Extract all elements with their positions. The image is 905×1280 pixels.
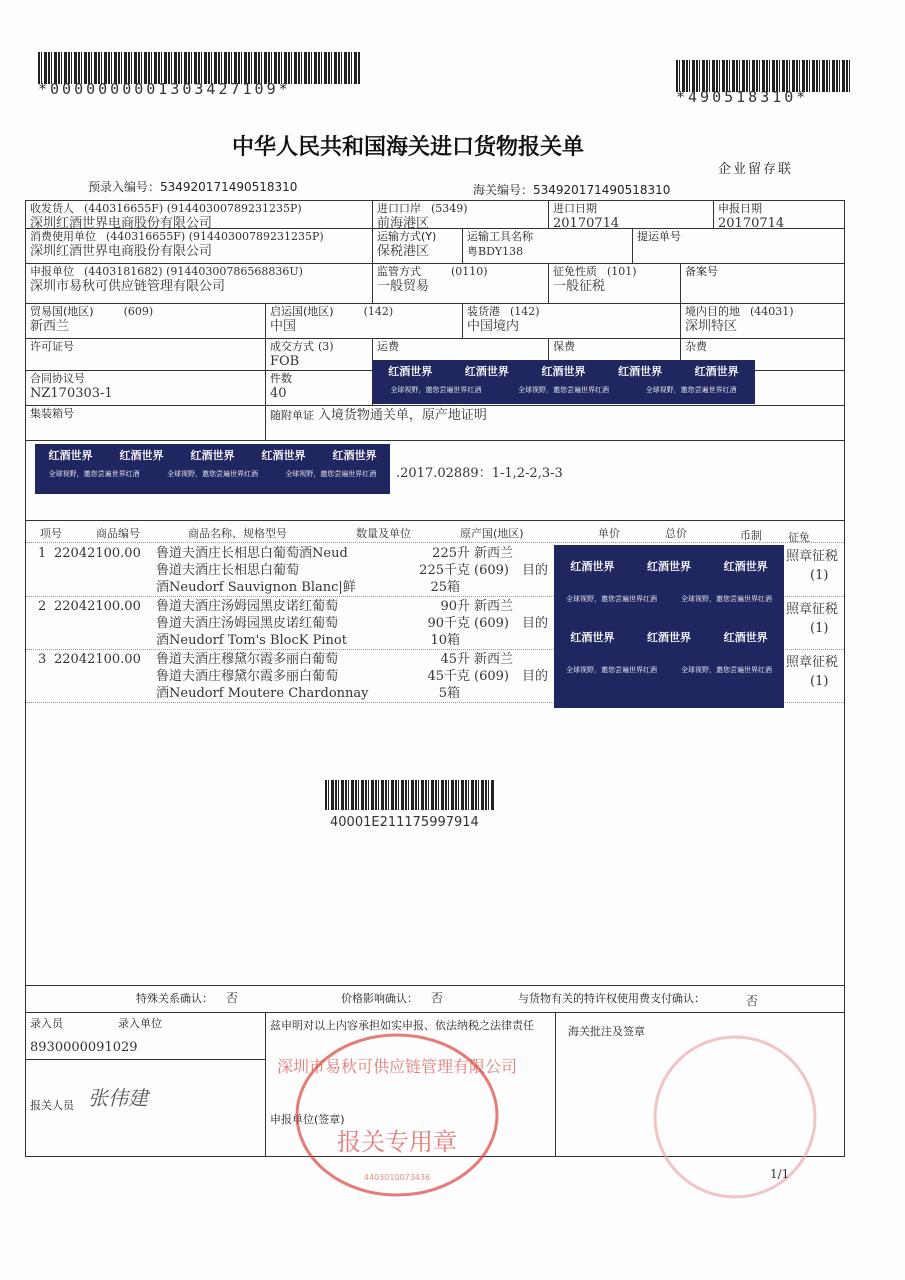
code: (3) bbox=[318, 340, 334, 353]
entry-clerk-label: 录入员 bbox=[30, 1017, 63, 1030]
label: 申报日期 bbox=[718, 202, 762, 215]
entry-number: 8930000091029 bbox=[30, 1040, 138, 1055]
value: 深圳红酒世界电商股份有限公司 bbox=[30, 244, 213, 259]
item-qty: 225千克 bbox=[419, 563, 470, 578]
barcode-bottom bbox=[325, 780, 495, 810]
label: 监管方式 bbox=[377, 265, 421, 278]
label: 收发货人 bbox=[30, 202, 74, 215]
item-qty: 90升 bbox=[440, 599, 470, 614]
deal-mode-cell bbox=[265, 338, 373, 371]
value: FOB bbox=[270, 354, 300, 369]
item-levy-code: (1) bbox=[810, 674, 829, 689]
contract-cell bbox=[25, 370, 266, 406]
code: (44031) bbox=[750, 305, 794, 318]
value: 40 bbox=[270, 386, 287, 401]
royalty-label: 与货物有关的特许权使用费支付确认： bbox=[518, 992, 705, 1005]
item-qty: 90千克 bbox=[427, 616, 470, 631]
levy-nature-cell bbox=[548, 263, 681, 304]
header-unit-price: 单价 bbox=[598, 527, 620, 540]
royalty-value: 否 bbox=[746, 994, 759, 1008]
broker-label: 报关人员 bbox=[30, 1099, 74, 1112]
watermark-banner-items: 红酒世界 红酒世界 红酒世界 全球视野，邀您尝遍世界红酒 全球视野，邀您尝遍世界红酒 红酒世界 红酒世界 红酒世界 全球视野，邀您尝遍世界红酒 全球视野，邀您尝遍世界红酒 bbox=[554, 545, 784, 708]
customs-stamp bbox=[648, 1030, 823, 1200]
code: (609) bbox=[123, 305, 154, 318]
declarant-cell bbox=[25, 263, 373, 304]
label: 提运单号 bbox=[637, 230, 681, 243]
item-no: 3 bbox=[38, 652, 47, 667]
item-qty: 5箱 bbox=[438, 686, 460, 701]
value: 一般贸易 bbox=[377, 279, 430, 294]
special-relation-label: 特殊关系确认： bbox=[136, 992, 213, 1005]
value: NZ170303-1 bbox=[30, 386, 113, 401]
preentry-number: 预录入编号：534920171490518310 bbox=[88, 180, 298, 194]
stamp-number: 4403010073436 bbox=[363, 1173, 431, 1182]
item-name-line: 酒Neudorf Sauvignon Blanc|鲜 bbox=[156, 580, 356, 595]
item-origin: 新西兰 bbox=[474, 652, 514, 667]
item-no: 1 bbox=[38, 546, 47, 561]
value: 中国境内 bbox=[467, 319, 520, 334]
declare-seal-label: 申报单位(签章) bbox=[270, 1113, 345, 1126]
customs-note-label: 海关批注及签章 bbox=[568, 1025, 645, 1038]
item-qty: 10箱 bbox=[430, 633, 460, 648]
label: 启运国(地区) bbox=[270, 305, 334, 318]
header-qty: 数量及单位 bbox=[356, 527, 411, 540]
pieces-cell bbox=[265, 370, 373, 406]
consignee-cell bbox=[25, 200, 373, 229]
port-cell bbox=[372, 200, 549, 229]
value: 一般征税 bbox=[553, 279, 606, 294]
statement-text: 兹申明对以上内容承担如实申报、依法纳税之法律责任 bbox=[270, 1019, 534, 1032]
code: (5349) bbox=[431, 202, 468, 215]
header-code: 商品编号 bbox=[96, 527, 140, 540]
entry-clerk-cell bbox=[25, 1012, 266, 1060]
value: 保税港区 bbox=[377, 244, 430, 259]
label: 征免性质 bbox=[553, 265, 597, 278]
item-qty: 45升 bbox=[440, 652, 470, 667]
label: 杂费 bbox=[685, 340, 707, 353]
label: 随附单证 bbox=[270, 409, 314, 422]
item-name-line: 鲁道夫酒庄长相思白葡萄 bbox=[156, 563, 300, 578]
item-origin: 新西兰 bbox=[474, 546, 514, 561]
code: (142) bbox=[363, 305, 394, 318]
item-origin-code: (609) bbox=[474, 616, 509, 631]
code: (4403181682) (91440300786568836U) bbox=[84, 265, 303, 278]
watermark-banner-top: 红酒世界 红酒世界 红酒世界 红酒世界 红酒世界 全球视野，邀您尝遍世界红酒 全球视野，邀您尝遍世界红酒 全球视野，邀您尝遍世界红酒 bbox=[372, 360, 755, 404]
item-levy-code: (1) bbox=[810, 621, 829, 636]
page-number: 1/1 bbox=[770, 1167, 790, 1181]
departure-country-cell bbox=[265, 303, 463, 339]
stamp-text: 深圳市易秋可供应链管理有限公司 bbox=[276, 1057, 518, 1076]
value: 粤BDY138 bbox=[467, 245, 524, 258]
trade-country-cell bbox=[25, 303, 266, 339]
license-cell bbox=[25, 338, 266, 371]
consumer-cell bbox=[25, 228, 373, 264]
barcode-bottom-text: 40001E211175997914 bbox=[330, 815, 479, 830]
value: 中国 bbox=[270, 319, 297, 334]
documents-cell bbox=[265, 405, 845, 441]
item-code: 22042100.00 bbox=[54, 599, 141, 614]
item-dest: 目的 bbox=[522, 616, 549, 631]
label: 境内目的地 bbox=[685, 305, 740, 318]
item-levy: 照章征税 bbox=[786, 549, 839, 564]
header-name: 商品名称、规格型号 bbox=[188, 527, 287, 540]
code: (142) bbox=[510, 305, 540, 318]
item-no: 2 bbox=[38, 599, 47, 614]
item-origin-code: (609) bbox=[474, 563, 509, 578]
item-name-line: 酒Neudorf Tom's BlocK Pinot bbox=[156, 633, 347, 648]
item-levy-code: (1) bbox=[810, 568, 829, 583]
value: 前海港区 bbox=[377, 216, 430, 231]
value: 新西兰 bbox=[30, 319, 70, 334]
item-qty: 225升 bbox=[432, 546, 470, 561]
item-origin: 新西兰 bbox=[474, 599, 514, 614]
vehicle-cell bbox=[462, 228, 633, 264]
value: 入境货物通关单，原产地证明 bbox=[317, 408, 487, 423]
code: (0110) bbox=[451, 265, 488, 278]
entry-unit-label: 录入单位 bbox=[118, 1017, 162, 1030]
barcode-left-text: *0000000001303427109* bbox=[38, 80, 291, 98]
label: 合同协议号 bbox=[30, 372, 85, 385]
label: 申报单位 bbox=[30, 265, 74, 278]
declarant-stamp bbox=[276, 1030, 518, 1200]
item-dest: 目的 bbox=[522, 563, 549, 578]
record-no-cell bbox=[680, 263, 845, 304]
loading-port-cell bbox=[462, 303, 681, 339]
code: (440316655F) (91440300789231235P) bbox=[84, 202, 302, 215]
item-levy: 照章征税 bbox=[786, 655, 839, 670]
label: 备案号 bbox=[685, 265, 718, 278]
price-impact-label: 价格影响确认： bbox=[341, 992, 418, 1005]
header-levy: 征免 bbox=[788, 531, 810, 544]
value: 深圳市易秋可供应链管理有限公司 bbox=[30, 279, 226, 294]
label: 许可证号 bbox=[30, 340, 74, 353]
item-code: 22042100.00 bbox=[54, 546, 141, 561]
value: 深圳特区 bbox=[685, 319, 738, 334]
item-code: 22042100.00 bbox=[54, 652, 141, 667]
item-origin-code: (609) bbox=[474, 669, 509, 684]
broker-cell bbox=[25, 1059, 266, 1157]
item-dest: 目的 bbox=[522, 669, 549, 684]
code: (101) bbox=[607, 265, 637, 278]
header-item-no: 项号 bbox=[40, 527, 62, 540]
value: 20170714 bbox=[553, 216, 620, 231]
item-qty: 45千克 bbox=[427, 669, 470, 684]
item-name-line: 鲁道夫酒庄穆黛尔霞多丽白葡萄 bbox=[156, 652, 339, 667]
supervision-cell bbox=[372, 263, 549, 304]
import-date-cell bbox=[548, 200, 714, 229]
label: 保费 bbox=[553, 340, 575, 353]
item-qty: 25箱 bbox=[430, 580, 460, 595]
stamp-center-text: 报关专用章 bbox=[337, 1128, 457, 1156]
copy-label: 企业留存联 bbox=[718, 162, 794, 177]
label: 成交方式 bbox=[270, 340, 314, 353]
label: 运输方式(Y) bbox=[377, 230, 437, 243]
declare-date-cell bbox=[713, 200, 845, 229]
watermark-banner-marks: 红酒世界 红酒世界 红酒世界 红酒世界 红酒世界 全球视野，邀您尝遍世界红酒 全球视野，邀您尝遍世界红酒 全球视野，邀您尝遍世界红酒 bbox=[35, 444, 390, 494]
barcode-right-text: *490518310* bbox=[676, 88, 809, 106]
header-origin: 原产国(地区) bbox=[460, 527, 524, 540]
confirm-row bbox=[25, 985, 845, 1013]
item-name-line: 鲁道夫酒庄汤姆园黑皮诺红葡萄 bbox=[156, 616, 339, 631]
label: 进口日期 bbox=[553, 202, 597, 215]
header-currency: 币制 bbox=[740, 529, 762, 542]
bill-no-cell bbox=[632, 228, 845, 264]
header-total: 总价 bbox=[665, 527, 687, 540]
label: 装货港 bbox=[467, 305, 500, 318]
label: 集装箱号 bbox=[30, 407, 74, 420]
label: 进口口岸 bbox=[377, 202, 421, 215]
item-name-line: 鲁道夫酒庄长相思白葡萄酒Neud bbox=[156, 546, 348, 561]
label: 消费使用单位 bbox=[30, 230, 96, 243]
broker-signature: 张伟建 bbox=[88, 1086, 148, 1110]
watermark-logos: 红酒世界 红酒世界 红酒世界 红酒世界 红酒世界 bbox=[388, 365, 739, 378]
price-impact-value: 否 bbox=[431, 991, 444, 1005]
label: 运输工具名称 bbox=[467, 230, 533, 243]
destination-cell bbox=[680, 303, 845, 339]
value: 深圳红酒世界电商股份有限公司 bbox=[30, 216, 213, 231]
value: 20170714 bbox=[718, 216, 785, 231]
item-name-line: 酒Neudorf Moutere Chardonnay bbox=[156, 686, 369, 701]
page-title: 中华人民共和国海关进口货物报关单 bbox=[232, 135, 585, 160]
transport-mode-cell bbox=[372, 228, 463, 264]
label: 贸易国(地区) bbox=[30, 305, 94, 318]
item-name-line: 鲁道夫酒庄汤姆园黑皮诺红葡萄 bbox=[156, 599, 339, 614]
item-name-line: 鲁道夫酒庄穆黛尔霞多丽白葡萄 bbox=[156, 669, 339, 684]
label: 件数 bbox=[270, 372, 292, 385]
container-cell bbox=[25, 405, 266, 441]
customs-number: 海关编号：534920171490518310 bbox=[473, 183, 671, 197]
marks-value: .2017.02889：1-1,2-2,3-3 bbox=[396, 466, 563, 481]
special-relation-value: 否 bbox=[226, 991, 239, 1005]
label: 运费 bbox=[377, 340, 399, 353]
item-levy: 照章征税 bbox=[786, 602, 839, 617]
code: (440316655F) (91440300789231235P) bbox=[106, 230, 324, 243]
